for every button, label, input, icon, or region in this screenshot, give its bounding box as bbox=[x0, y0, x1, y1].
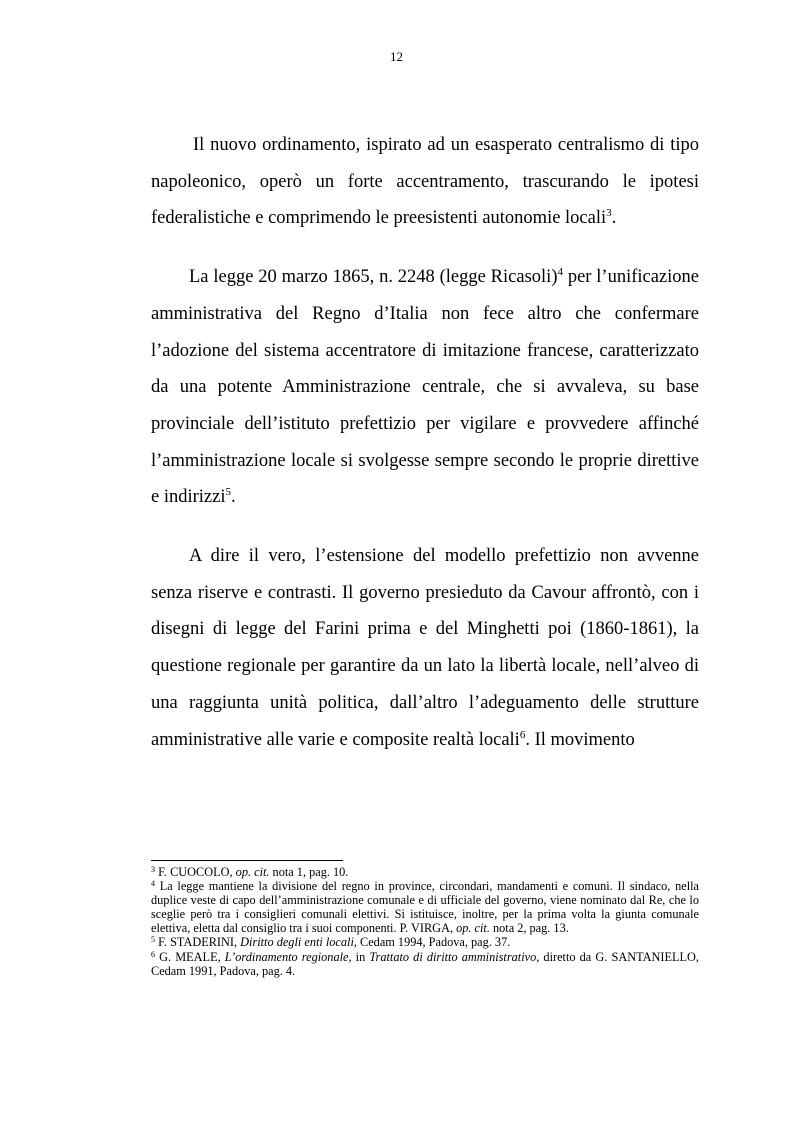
paragraph-2-end: . bbox=[230, 487, 236, 508]
footnote-ref-3[interactable]: 3 bbox=[606, 207, 612, 220]
footnote-5 bbox=[151, 935, 699, 949]
footnote-number: 4 bbox=[151, 879, 155, 889]
footnote-ref-5[interactable]: 5 bbox=[225, 486, 231, 499]
footnote-number: 5 bbox=[151, 935, 155, 945]
paragraph-1-end: . bbox=[611, 208, 617, 229]
footnote-text: La legge mantiene la divisione del regno in province, circondari, mandamenti e comuni. Il sindaco, nella duplice veste di capo dell’amministrazione comunale e di ufficiale del governo, viene nominato dal Re, che lo sceglie però tra i consiglieri comunali elettivi. Si istituisce, inoltre, per la prima volta la giunta comunale elettiva, eletta dal consiglio tra i suoi componenti. P. VIRGA, bbox=[151, 879, 699, 936]
paragraph-2 bbox=[151, 259, 699, 516]
footnote-italic: Trattato di diritto amministrativo bbox=[369, 949, 537, 964]
footnote-italic: Diritto degli enti locali bbox=[240, 935, 354, 950]
footnote-separator bbox=[151, 860, 343, 861]
footnote-text: , Cedam 1994, Padova, pag. 37. bbox=[353, 935, 511, 950]
paragraph-3 bbox=[151, 538, 699, 758]
footnote-ref-6[interactable]: 6 bbox=[519, 728, 526, 741]
footnote-number: 6 bbox=[151, 949, 155, 959]
paragraph-2-text-b: per l’unificazione amministrativa del Regno d’Italia non fece altro che confermare l’adozione del sistema accentratore di imitazione francese, caratterizzato da una potente Amministrazione centrale, che si avvaleva, su base provinciale dell’istituto prefettizio per vigilare e provvedere affinché l’amministrazione locale si svolgesse sempre secondo le proprie direttive e indirizzi bbox=[151, 267, 699, 508]
footnote-italic: op. cit. bbox=[235, 865, 270, 879]
footnote-text: in bbox=[351, 949, 370, 964]
footnote-3 bbox=[151, 865, 699, 879]
footnote-text: , diretto da G. SANTANIELLO, Cedam 1991, Padova, pag. 4. bbox=[151, 949, 699, 978]
footnote-number: 3 bbox=[151, 865, 155, 874]
footnote-text: nota 1, pag. 10. bbox=[269, 865, 349, 879]
footnote-text: nota 2, pag. 13. bbox=[489, 921, 569, 936]
paragraph-3-text: A dire il vero, l’estensione del modello prefettizio non avvenne senza riserve e contrasti. Il governo presieduto da Cavour affrontò, con i disegni di legge del Farini prima e del Minghetti poi (1860-1861), la questione regionale per garantire da un lato la libertà locale, nell’alveo di una raggiunta unità politica, dall’altro l’adeguamento delle strutture amministrative alle varie e composite realtà locali bbox=[151, 546, 699, 750]
paragraph-1 bbox=[151, 127, 699, 237]
paragraph-2-text-a: La legge 20 marzo 1865, n. 2248 (legge Ricasoli) bbox=[189, 267, 558, 288]
footnote-text: F. STADERINI, bbox=[155, 935, 241, 950]
footnote-6 bbox=[151, 950, 699, 978]
footnote-text: G. MEALE, bbox=[155, 949, 225, 964]
footnote-italic: op. cit. bbox=[456, 921, 490, 936]
paragraph-3-end: . Il movimento bbox=[525, 729, 635, 750]
footnote-text: F. CUOCOLO, bbox=[155, 865, 236, 879]
paragraph-1-text: Il nuovo ordinamento, ispirato ad un esasperato centralismo di tipo napoleonico, operò un forte accentramento, trascurando le ipotesi federalistiche e comprimendo le preesistenti autonomie locali bbox=[151, 135, 699, 229]
footnote-4 bbox=[151, 879, 699, 935]
footnote-ref-4[interactable]: 4 bbox=[557, 266, 563, 279]
body-text bbox=[151, 127, 699, 758]
footnotes bbox=[151, 865, 699, 978]
page-number: 12 bbox=[390, 49, 403, 64]
footnote-italic: L’ordinamento regionale, bbox=[224, 949, 352, 964]
